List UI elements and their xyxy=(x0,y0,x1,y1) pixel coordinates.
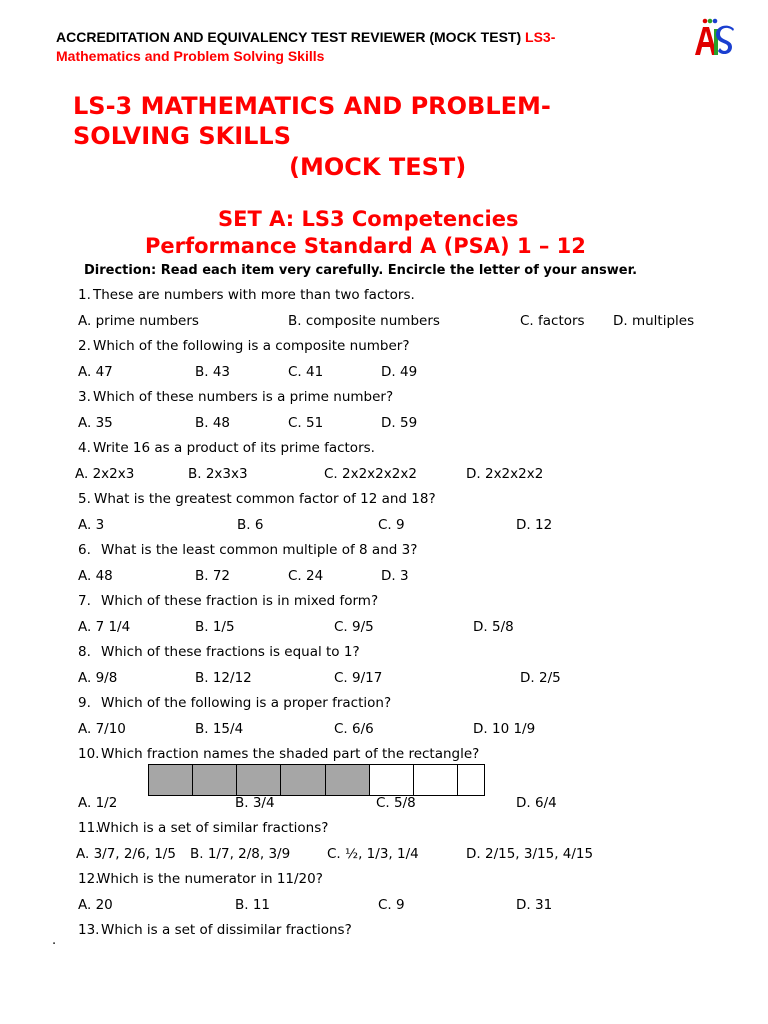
answer-option[interactable]: D. 49 xyxy=(381,364,418,380)
rectangle-shaded-part xyxy=(193,765,238,795)
answer-option[interactable]: C. 5/8 xyxy=(376,795,416,811)
answer-option[interactable]: C. factors xyxy=(520,313,585,329)
answer-option[interactable]: D. 2x2x2x2 xyxy=(466,466,544,482)
answer-option[interactable]: A. 35 xyxy=(78,415,113,431)
answer-option[interactable]: C. 9 xyxy=(378,897,405,913)
question-text: Which of the following is a proper fraction? xyxy=(101,695,392,711)
answer-option[interactable]: A. 47 xyxy=(78,364,113,380)
question-number: 3. xyxy=(78,389,91,405)
answer-option[interactable]: B. 6 xyxy=(237,517,264,533)
answer-option[interactable]: C. 24 xyxy=(288,568,324,584)
question-text: Which of these fraction is in mixed form? xyxy=(101,593,379,609)
doc-header-line1 xyxy=(56,29,555,45)
question-number: 1. xyxy=(78,287,91,303)
answer-option[interactable]: A. prime numbers xyxy=(78,313,199,329)
answer-option[interactable]: D. 12 xyxy=(516,517,553,533)
answer-option[interactable]: C. 9/5 xyxy=(334,619,374,635)
page-title-line2: SOLVING SKILLS xyxy=(73,122,292,150)
answer-option[interactable]: D. 5/8 xyxy=(473,619,514,635)
answer-option[interactable]: B. 1/7, 2/8, 3/9 xyxy=(190,846,291,862)
header-subject: Mathematics and Problem Solving Skills xyxy=(56,48,325,64)
question-text: Which is a set of dissimilar fractions? xyxy=(101,922,352,938)
rectangle-empty-part xyxy=(370,765,415,795)
answer-option[interactable]: A. 7/10 xyxy=(78,721,126,737)
rectangle-shaded-part xyxy=(281,765,326,795)
page-title-line3: (MOCK TEST) xyxy=(289,153,467,181)
question-text: What is the greatest common factor of 12 and 18? xyxy=(94,491,436,507)
rectangle-empty-part xyxy=(458,765,484,795)
answer-option[interactable]: B. 1/5 xyxy=(195,619,235,635)
ais-logo-icon xyxy=(693,17,735,59)
answer-option[interactable]: A. 3/7, 2/6, 1/5 xyxy=(76,846,176,862)
answer-option[interactable]: B. 12/12 xyxy=(195,670,252,686)
answer-option[interactable]: D. 10 1/9 xyxy=(473,721,536,737)
rectangle-empty-part xyxy=(414,765,458,795)
question-text: Which fraction names the shaded part of the rectangle? xyxy=(101,746,480,762)
question-number: 8. xyxy=(78,644,91,660)
footer-mark: . xyxy=(52,933,57,948)
answer-option[interactable]: B. 2x3x3 xyxy=(188,466,248,482)
fraction-rectangle xyxy=(148,764,485,796)
answer-option[interactable]: D. 2/15, 3/15, 4/15 xyxy=(466,846,594,862)
answer-option[interactable]: A. 7 1/4 xyxy=(78,619,131,635)
answer-option[interactable]: D. 3 xyxy=(381,568,409,584)
question-number: 11. xyxy=(78,820,100,836)
set-title-line2: Performance Standard A (PSA) 1 – 12 xyxy=(145,234,586,258)
page-title-line1: LS-3 MATHEMATICS AND PROBLEM- xyxy=(73,92,551,120)
question-text: What is the least common multiple of 8 and 3? xyxy=(101,542,418,558)
answer-option[interactable]: B. 72 xyxy=(195,568,231,584)
header-ls3: LS3- xyxy=(525,29,556,45)
question-text: Which of these numbers is a prime number? xyxy=(93,389,394,405)
answer-option[interactable]: C. ½, 1/3, 1/4 xyxy=(327,846,419,862)
answer-option[interactable]: C. 9 xyxy=(378,517,405,533)
question-number: 4. xyxy=(78,440,91,456)
header-title: ACCREDITATION AND EQUIVALENCY TEST REVIEWER (MOCK TEST) xyxy=(56,29,522,45)
rectangle-shaded-part xyxy=(237,765,281,795)
direction-text: Direction: Read each item very carefully. Encircle the letter of your answer. xyxy=(84,263,638,278)
answer-option[interactable]: C. 6/6 xyxy=(334,721,374,737)
answer-option[interactable]: C. 2x2x2x2x2 xyxy=(324,466,417,482)
answer-option[interactable]: A. 9/8 xyxy=(78,670,118,686)
answer-option[interactable]: B. 43 xyxy=(195,364,231,380)
answer-option[interactable]: B. 3/4 xyxy=(235,795,275,811)
answer-option[interactable]: D. multiples xyxy=(613,313,695,329)
answer-option[interactable]: A. 20 xyxy=(78,897,113,913)
answer-option[interactable]: D. 2/5 xyxy=(520,670,561,686)
answer-option[interactable]: A. 48 xyxy=(78,568,113,584)
answer-option[interactable]: A. 3 xyxy=(78,517,105,533)
question-number: 13. xyxy=(78,922,100,938)
answer-option[interactable]: B. composite numbers xyxy=(288,313,440,329)
rectangle-shaded-part xyxy=(149,765,193,795)
question-text: Which of the following is a composite number? xyxy=(93,338,410,354)
question-text: Which is the numerator in 11/20? xyxy=(97,871,323,887)
answer-option[interactable]: C. 51 xyxy=(288,415,324,431)
answer-option[interactable]: A. 1/2 xyxy=(78,795,118,811)
answer-option[interactable]: A. 2x2x3 xyxy=(75,466,135,482)
answer-option[interactable]: D. 31 xyxy=(516,897,553,913)
question-number: 2. xyxy=(78,338,91,354)
answer-option[interactable]: C. 9/17 xyxy=(334,670,383,686)
answer-option[interactable]: C. 41 xyxy=(288,364,324,380)
answer-option[interactable]: D. 6/4 xyxy=(516,795,557,811)
question-text: Which of these fractions is equal to 1? xyxy=(101,644,360,660)
question-text: Write 16 as a product of its prime factors. xyxy=(93,440,375,456)
answer-option[interactable]: B. 11 xyxy=(235,897,271,913)
rectangle-shaded-part xyxy=(326,765,370,795)
question-number: 6. xyxy=(78,542,91,558)
answer-option[interactable]: B. 15/4 xyxy=(195,721,244,737)
question-number: 5. xyxy=(78,491,91,507)
question-number: 12. xyxy=(78,871,100,887)
question-number: 10. xyxy=(78,746,100,762)
question-number: 7. xyxy=(78,593,91,609)
question-number: 9. xyxy=(78,695,91,711)
answer-option[interactable]: B. 48 xyxy=(195,415,231,431)
answer-option[interactable]: D. 59 xyxy=(381,415,418,431)
question-text: These are numbers with more than two factors. xyxy=(93,287,415,303)
question-text: Which is a set of similar fractions? xyxy=(97,820,329,836)
set-title-line1: SET A: LS3 Competencies xyxy=(218,207,519,231)
